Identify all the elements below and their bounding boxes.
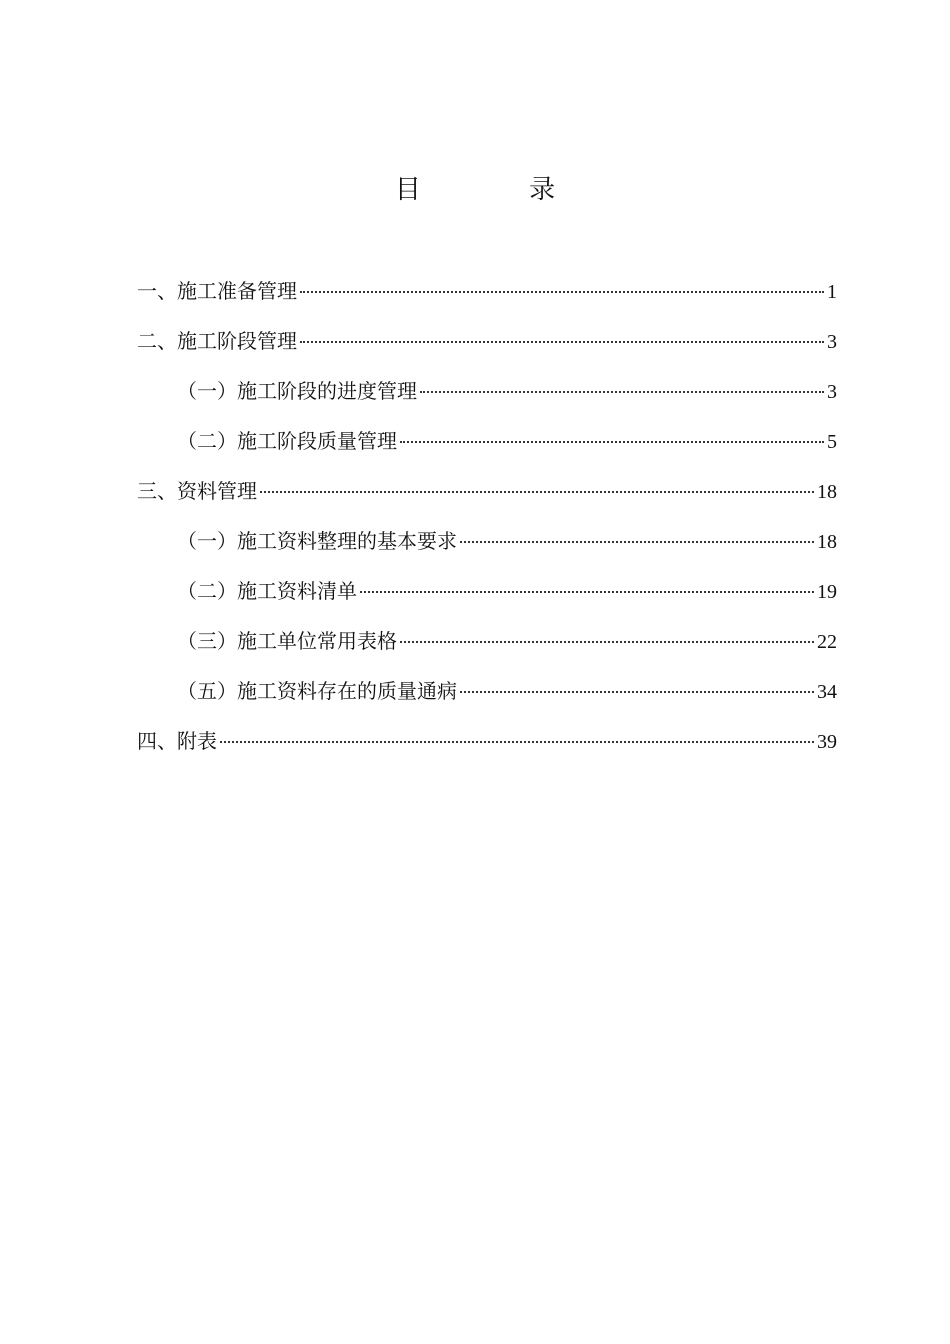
toc-page-number: 5 bbox=[827, 431, 837, 453]
toc-dot-leader bbox=[300, 291, 824, 293]
toc-entry-label: （一）施工资料整理的基本要求 bbox=[177, 529, 457, 553]
toc-page-number: 18 bbox=[817, 481, 837, 503]
toc-entry[interactable] bbox=[137, 271, 837, 321]
toc-entry-label: 三、资料管理 bbox=[137, 479, 257, 503]
toc-page-number: 39 bbox=[817, 731, 837, 753]
toc-dot-leader bbox=[460, 541, 814, 543]
toc-dot-leader bbox=[220, 741, 814, 743]
toc-entry-label: （五）施工资料存在的质量通病 bbox=[177, 679, 457, 703]
table-of-contents bbox=[137, 271, 837, 771]
toc-dot-leader bbox=[300, 341, 824, 343]
toc-page-number: 18 bbox=[817, 531, 837, 553]
toc-page-number: 19 bbox=[817, 581, 837, 603]
toc-page-number: 34 bbox=[817, 681, 837, 703]
toc-entry[interactable] bbox=[137, 721, 837, 771]
toc-entry[interactable] bbox=[137, 471, 837, 521]
toc-entry[interactable] bbox=[137, 421, 837, 471]
toc-entry-label: 四、附表 bbox=[137, 729, 217, 753]
toc-entry[interactable] bbox=[137, 371, 837, 421]
toc-entry-label: （三）施工单位常用表格 bbox=[177, 629, 397, 653]
toc-entry-label: 一、施工准备管理 bbox=[137, 279, 297, 303]
toc-page-number: 1 bbox=[827, 281, 837, 303]
page-title: 目 录 bbox=[394, 175, 606, 205]
toc-entry[interactable] bbox=[137, 621, 837, 671]
toc-dot-leader bbox=[400, 641, 814, 643]
toc-dot-leader bbox=[260, 491, 814, 493]
toc-dot-leader bbox=[400, 441, 824, 443]
toc-entry-label: （二）施工阶段质量管理 bbox=[177, 429, 397, 453]
toc-dot-leader bbox=[460, 691, 814, 693]
toc-entry-label: 二、施工阶段管理 bbox=[137, 329, 297, 353]
toc-entry[interactable] bbox=[137, 521, 837, 571]
toc-entry[interactable] bbox=[137, 671, 837, 721]
toc-page-number: 22 bbox=[817, 631, 837, 653]
toc-dot-leader bbox=[360, 591, 814, 593]
toc-entry[interactable] bbox=[137, 571, 837, 621]
toc-dot-leader bbox=[420, 391, 824, 393]
toc-entry-label: （二）施工资料清单 bbox=[177, 579, 357, 603]
toc-page-number: 3 bbox=[827, 331, 837, 353]
toc-entry-label: （一）施工阶段的进度管理 bbox=[177, 379, 417, 403]
toc-page-number: 3 bbox=[827, 381, 837, 403]
toc-entry[interactable] bbox=[137, 321, 837, 371]
